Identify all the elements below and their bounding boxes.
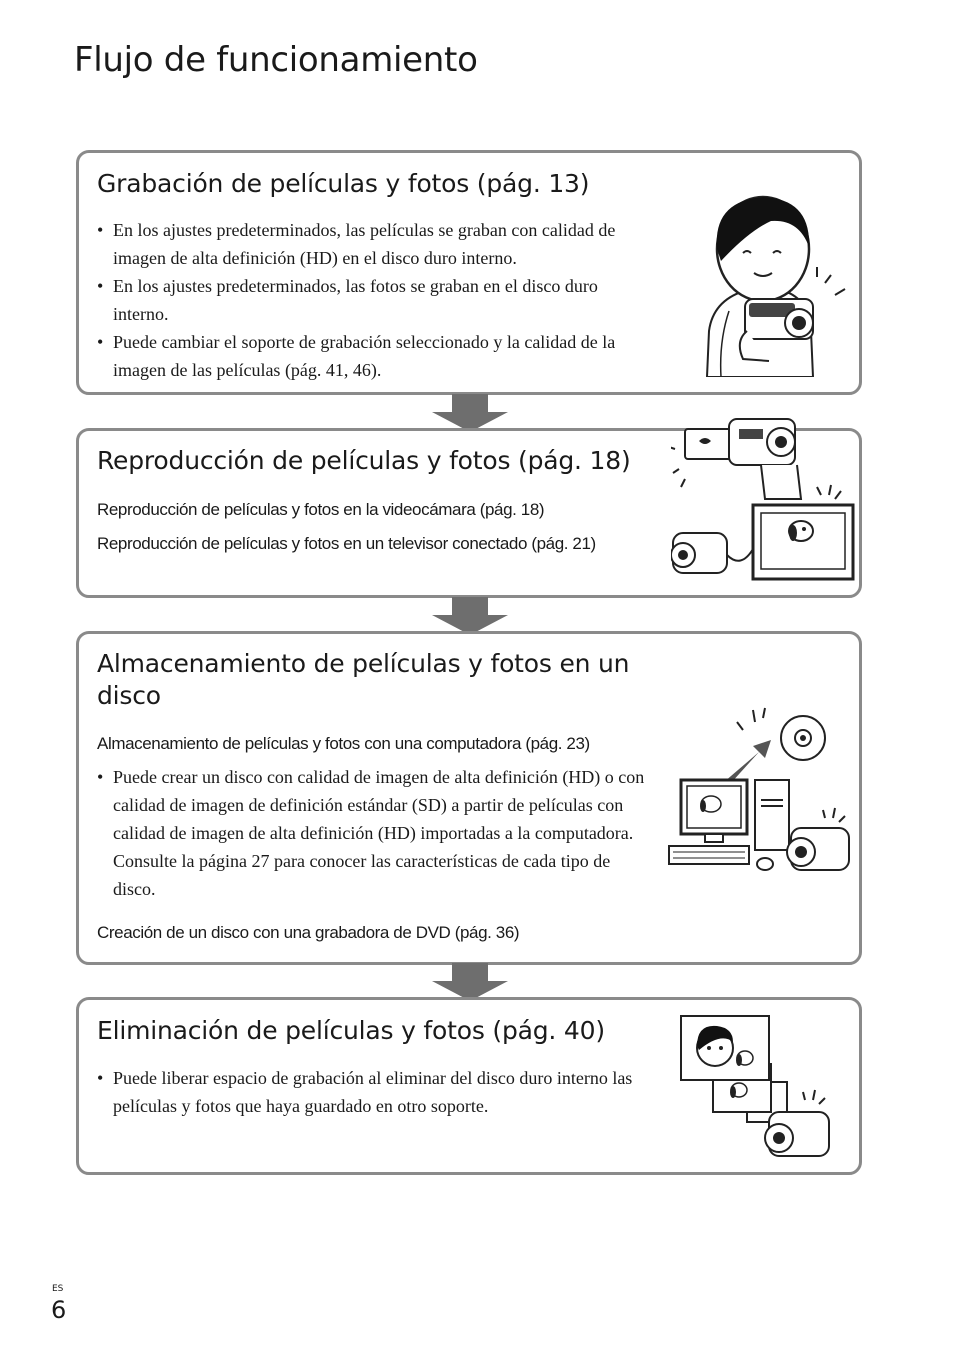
link-playback-tv[interactable]: Reproducción de películas y fotos en un televisor conectado (pág. 21) [97,534,596,553]
bullet-item: • Puede cambiar el soporte de grabación seleccionado y la calidad de la imagen de las películas (pág. 41, 46). [97,332,616,380]
photos-camcorder-illustration [679,1014,839,1160]
footer-page-number: 6 [51,1296,67,1324]
section-playback-title: Reproducción de películas y fotos (pág. 18) [97,446,631,475]
footer-language-code: ES [52,1284,64,1294]
flow-arrow-2 [432,597,508,635]
person-recording-illustration [699,191,849,377]
bullet-item: • Puede crear un disco con calidad de imagen de alta definición (HD) o con calidad de imagen de definición estándar (SD) a partir de películas con calidad de imagen de alta definición (HD) importadas a la computadora. Consulte la página 27 para conocer las características de cada tipo de disco. [97,767,645,899]
flow-arrow-3 [432,963,508,1001]
section-playback [76,428,862,598]
page-title: Flujo de funcionamiento [74,40,478,80]
section-disc-storage-title: Almacenamiento de películas y fotos en un disco [97,649,630,710]
bullet-item: • En los ajustes predeterminados, las fotos se graban en el disco duro interno. [97,276,598,324]
section-recording-title: Grabación de películas y fotos (pág. 13) [97,169,590,198]
section-disc-storage [76,631,862,965]
section-recording [76,150,862,395]
computer-disc-illustration [667,700,857,882]
section-deletion [76,997,862,1175]
section-deletion-title: Eliminación de películas y fotos (pág. 40) [97,1016,605,1045]
camcorder-tv-illustration [671,409,857,585]
link-disc-dvd-writer[interactable]: Creación de un disco con una grabadora de DVD (pág. 36) [97,923,520,942]
bullet-item: • En los ajustes predeterminados, las películas se graban con calidad de imagen de alta definición (HD) en el disco duro interno. [97,220,616,268]
link-disc-computer[interactable]: Almacenamiento de películas y fotos con una computadora (pág. 23) [97,734,590,753]
section-recording-bullets [97,216,657,384]
link-playback-camera[interactable]: Reproducción de películas y fotos en la videocámara (pág. 18) [97,500,545,519]
flow-arrow-1 [432,394,508,432]
bullet-item: • Puede liberar espacio de grabación al eliminar del disco duro interno las películas y fotos que haya guardado en otro soporte. [97,1068,633,1116]
section-disc-storage-bullets [97,763,652,903]
section-deletion-bullets [97,1064,667,1120]
